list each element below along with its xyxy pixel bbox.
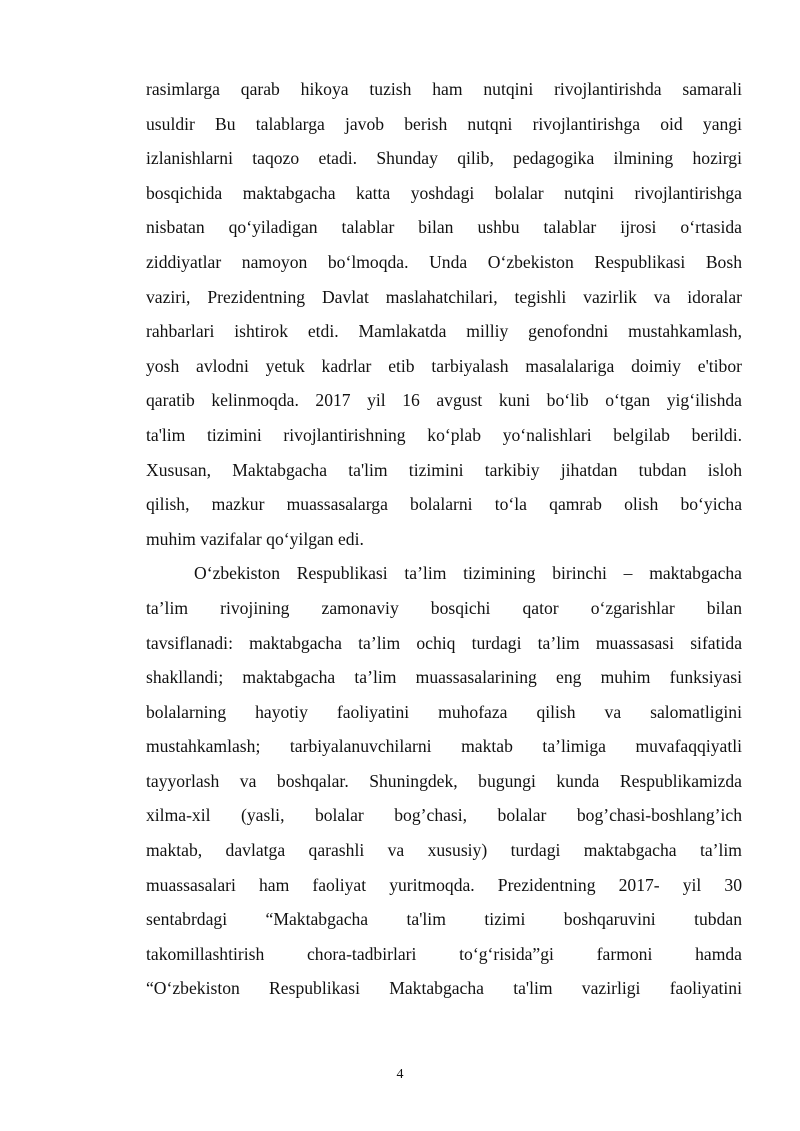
text-line: mustahkamlash; tarbiyalanuvchilarni maktab ta’limiga muvafaqqiyatli [146, 736, 742, 757]
text-line: ta'lim tizimini rivojlantirishning ko‘plab yo‘nalishlari belgilab berildi. [146, 424, 742, 445]
text-line: usuldir Bu talablarga javob berish nutqni rivojlantirishga oid yangi [146, 113, 742, 134]
text-line: vaziri, Prezidentning Davlat maslahatchilari, tegishli vazirlik va idoralar [146, 286, 742, 307]
text-line: yosh avlodni yetuk kadrlar etib tarbiyalash masalalariga doimiy e'tibor [146, 355, 742, 376]
text-line: bosqichida maktabgacha katta yoshdagi bolalar nutqini rivojlantirishga [146, 182, 742, 203]
text-line: O‘zbekiston Respublikasi ta’lim tizimining birinchi – maktabgacha [194, 563, 742, 584]
page-number: 4 [396, 1067, 404, 1082]
text-line: izlanishlarni taqozo etadi. Shunday qilib, pedagogika ilmining hozirgi [146, 148, 742, 169]
paragraph-1 [146, 72, 742, 556]
text-line: maktab, davlatga qarashli va xususiy) turdagi maktabgacha ta’lim [146, 840, 742, 861]
text-line: sentabrdagi “Maktabgacha ta'lim tizimi boshqaruvini tubdan [146, 909, 742, 930]
text-line: “O‘zbekiston Respublikasi Maktabgacha ta'lim vazirligi faoliyatini [146, 978, 742, 999]
text-line: tavsiflanadi: maktabgacha ta’lim ochiq turdagi ta’lim muassasasi sifatida [146, 632, 742, 653]
text-line: xilma-xil (yasli, bolalar bog’chasi, bolalar bog’chasi-boshlang’ich [146, 805, 742, 826]
paragraph-2 [146, 556, 742, 1006]
text-line: takomillashtirish chora-tadbirlari to‘g‘risida”gi farmoni hamda [146, 943, 742, 964]
text-line: ta’lim rivojining zamonaviy bosqichi qator o‘zgarishlar bilan [146, 597, 742, 618]
text-line: qaratib kelinmoqda. 2017 yil 16 avgust kuni bo‘lib o‘tgan yig‘ilishda [146, 390, 742, 411]
text-line: rasimlarga qarab hikoya tuzish ham nutqini rivojlantirishda samarali [146, 79, 742, 99]
text-line: shakllandi; maktabgacha ta’lim muassasalarining eng muhim funksiyasi [146, 667, 742, 688]
text-line: nisbatan qo‘yiladigan talablar bilan ushbu talablar ijrosi o‘rtasida [146, 217, 742, 238]
text-line: qilish, mazkur muassasalarga bolalarni to‘la qamrab olish bo‘yicha [146, 494, 742, 515]
text-line: muassasalari ham faoliyat yuritmoqda. Prezidentning 2017- yil 30 [146, 874, 742, 895]
text-line: ziddiyatlar namoyon bo‘lmoqda. Unda O‘zbekiston Respublikasi Bosh [146, 251, 742, 272]
text-line: tayyorlash va boshqalar. Shuningdek, bugungi kunda Respublikamizda [146, 770, 742, 791]
text-line: rahbarlari ishtirok etdi. Mamlakatda milliy genofondni mustahkamlash, [146, 321, 742, 342]
text-line: muhim vazifalar qo‘yilgan edi. [146, 528, 364, 549]
text-line: Xususan, Maktabgacha ta'lim tizimini tarkibiy jihatdan tubdan isloh [146, 459, 742, 480]
body-text [146, 72, 742, 1006]
text-line: bolalarning hayotiy faoliyatini muhofaza qilish va salomatligini [146, 701, 742, 722]
